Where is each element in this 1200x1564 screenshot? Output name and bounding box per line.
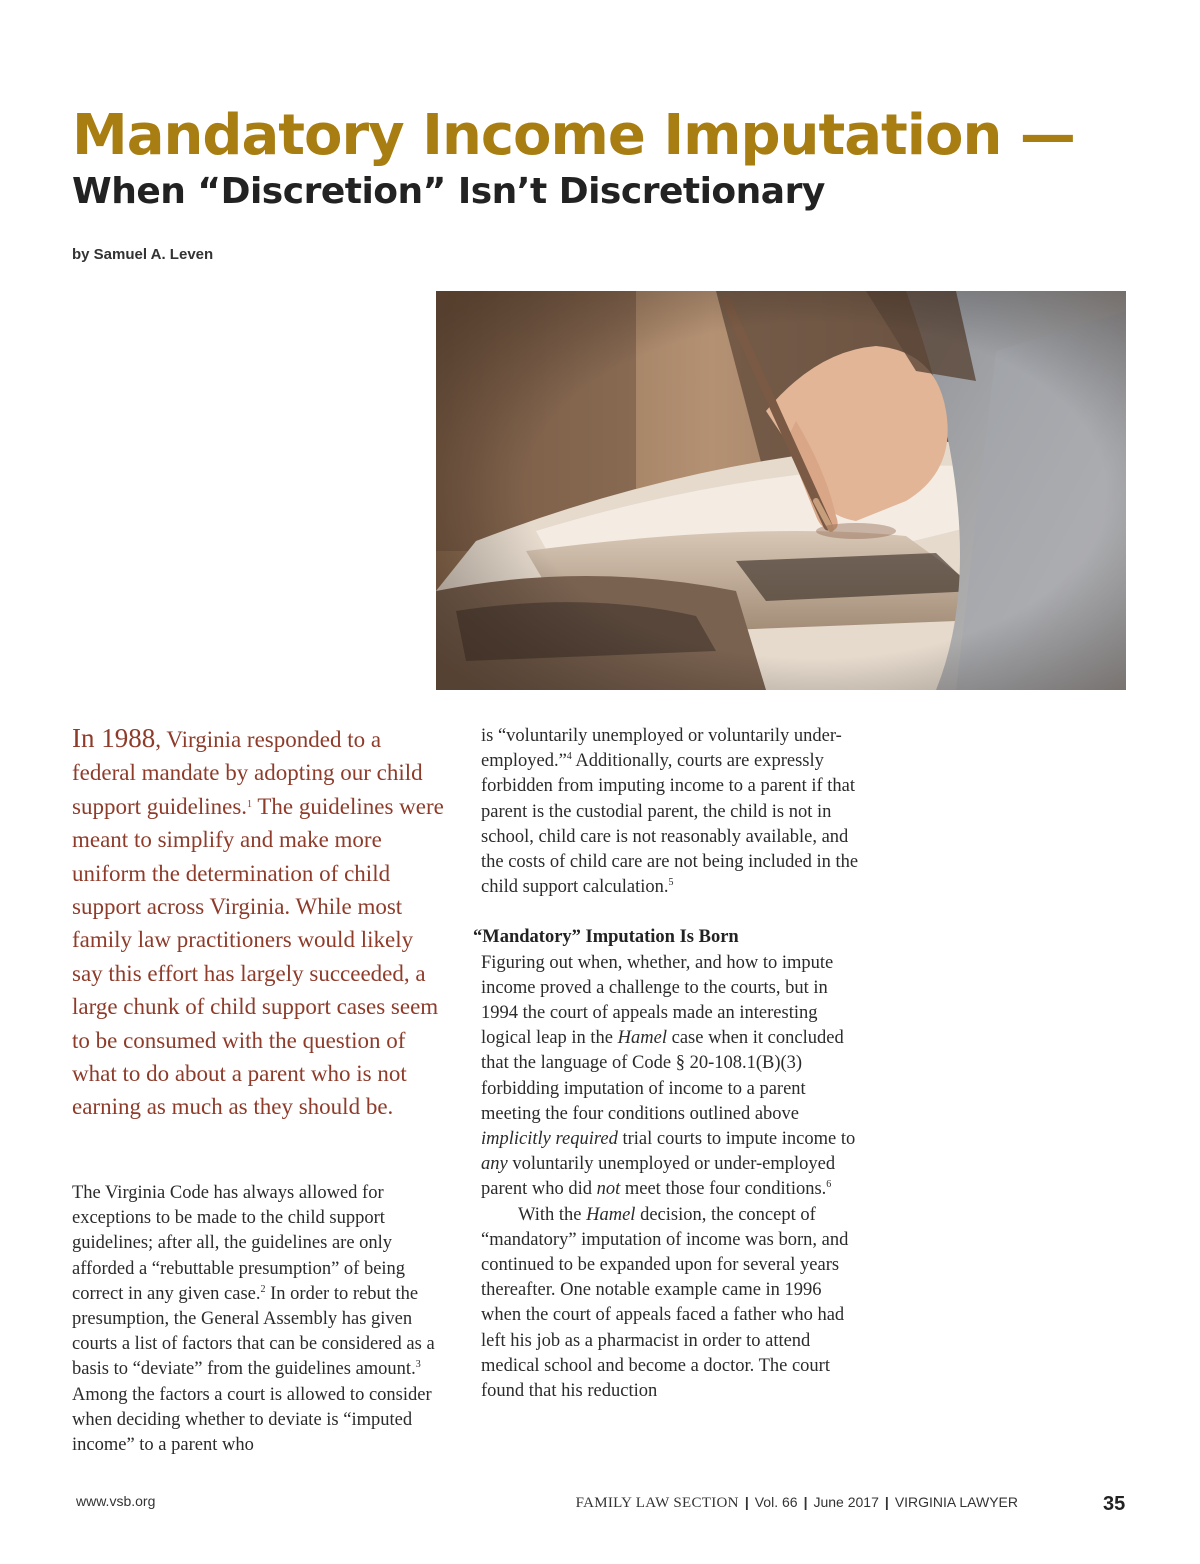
article-title: Mandatory Income Imputation — [72, 103, 1075, 168]
byline: by Samuel A. Leven [72, 246, 214, 263]
emphasis-text: not [596, 1179, 621, 1200]
footer-running-head [576, 1494, 1018, 1512]
case-name: Hamel [586, 1204, 636, 1225]
body-paragraph [481, 951, 859, 1203]
article-subtitle: When “Discretion” Isn’t Discretionary [72, 171, 825, 212]
body-paragraph [481, 724, 859, 900]
lead-text: , Virginia responded to a federal mandate by adopting our child support guidelines. [72, 727, 423, 819]
lead-year: In 1988 [72, 723, 156, 753]
body-paragraph [72, 1181, 448, 1458]
emphasis-text: any [481, 1154, 508, 1175]
footnote-marker: 4 [566, 751, 572, 763]
body-paragraph [481, 1203, 859, 1405]
body-text: Additionally, courts are expressly forbidden from imputing income to a parent if that parent is the custodial parent, the child is not in school, child care is not reasonably available, and the costs of child care are not being included in the child support calculation. [481, 751, 859, 898]
lead-text-continued: The guidelines were meant to simplify and make more uniform the determination of child support across Virginia. While most family law practitioners would likely say this effort has largely succeeded, a large chunk of child support cases seem to be consumed with the question of what to do about a parent who is not earning as much as they should be. [72, 793, 444, 1120]
right-column [473, 724, 859, 1404]
body-text: case when it concluded that the language of Code § 20-108.1(B)(3) forbidding imputation of income to a parent meeting the four conditions outlined above [481, 1028, 844, 1124]
body-text: The Virginia Code has always allowed for exceptions to be made to the child support guidelines; after all, the guidelines are only afforded a “rebuttable presumption” of being correct in any given case. [72, 1183, 406, 1304]
footer-date: June 2017 [813, 1494, 879, 1510]
body-text: With the [518, 1204, 587, 1225]
footnote-marker: 5 [668, 877, 674, 889]
footer-url[interactable]: www.vsb.org [76, 1493, 156, 1509]
footer-volume: Vol. 66 [754, 1494, 798, 1510]
case-name: Hamel [617, 1028, 667, 1049]
body-text: is “voluntarily unemployed or voluntarily under-employed.” [481, 726, 842, 772]
footer-separator: | [744, 1494, 749, 1510]
body-text: Figuring out when, whether, and how to impute income proved a challenge to the courts, but in 1994 the court of appeals made an interesting logical leap in the [481, 952, 834, 1049]
emphasis-text: implicitly required [481, 1129, 618, 1150]
footnote-marker: 6 [826, 1179, 832, 1191]
footnote-marker: 1 [247, 798, 253, 810]
body-text: In order to rebut the presumption, the General Assembly has given courts a list of factors that can be considered as a basis to “deviate” from the guidelines amount. [72, 1283, 435, 1380]
hand-writing-on-document-with-laptop-photo [436, 291, 1126, 690]
footer-separator: | [803, 1494, 808, 1510]
lead-paragraph [72, 722, 448, 1124]
body-text: trial courts to impute income to [617, 1129, 856, 1150]
body-text: Among the factors a court is allowed to consider when deciding whether to deviate is “imputed income” to a parent who [72, 1384, 432, 1456]
body-text: voluntarily unemployed or under-employed parent who did [481, 1154, 836, 1200]
footer-section: FAMILY LAW SECTION [575, 1495, 739, 1511]
body-text: decision, the concept of “mandatory” imputation of income was born, and continued to be expanded upon for several years thereafter. One notable example came in 1996 when the court of appeals faced a father who had left his job as a pharmacist in order to attend medical school and become a doctor. The court found that his reduction [481, 1204, 849, 1402]
footnote-marker: 2 [260, 1283, 266, 1295]
footnote-marker: 3 [415, 1359, 421, 1371]
page-number: 35 [1103, 1493, 1126, 1515]
body-text: meet those four conditions. [620, 1179, 827, 1200]
footer-separator: | [884, 1494, 889, 1510]
section-heading: “Mandatory” Imputation Is Born [473, 927, 739, 948]
footer-publication: VIRGINIA LAWYER [894, 1494, 1018, 1510]
